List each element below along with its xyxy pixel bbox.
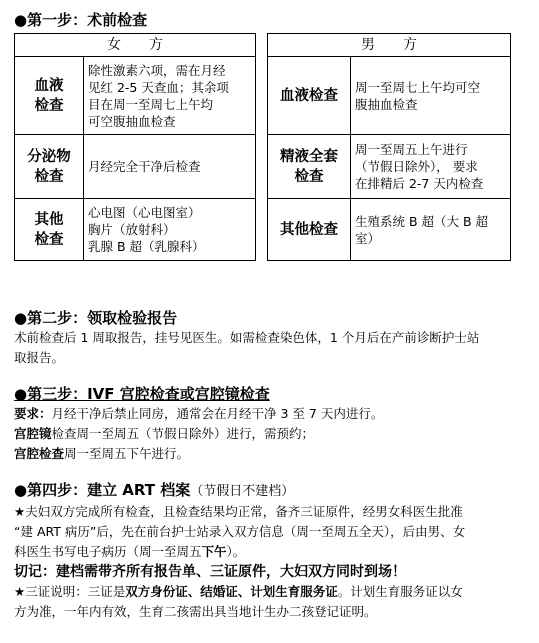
- step3-title: ●第三步：IVF 宫腔检查或宫腔镜检查: [14, 385, 270, 403]
- female-blood-label: 血液 检查: [15, 57, 84, 135]
- step2-line-2: 取报告。: [14, 350, 65, 365]
- step3-hysteroscopy: 宫腔镜检查周一至周五（节假日除外）进行，需预约；: [14, 426, 315, 441]
- female-other-label: 其他 检查: [15, 199, 84, 261]
- male-blood-desc: 周一至周七上午均可空 腹抽血检查: [351, 57, 511, 135]
- step4-note-line-2: 方为准，一年内有效，生育二孩需出具当地计生办二孩登记证明。: [14, 604, 377, 619]
- male-header: 男方: [268, 34, 511, 57]
- female-other-desc: 心电图（心电图室） 胸片（放射科） 乳腺 B 超（乳腺科）: [84, 199, 256, 261]
- female-secretion-desc: 月经完全干净后检查: [84, 135, 256, 199]
- document: [14, 10, 529, 622]
- step1-title: ●第一步：术前检查: [14, 11, 148, 29]
- step4-line-3: 科医生书写电子病历（周一至周五下午）。: [14, 544, 246, 559]
- male-semen-desc: 周一至周五上午进行 （节假日除外）， 要求 在排精后 2-7 天内检查: [351, 135, 511, 199]
- step4-reminder: 切记：建档需带齐所有报告单、三证原件，大妇双方同时到场！: [14, 564, 406, 580]
- step1-tables: [14, 33, 529, 278]
- male-semen-label: 精液全套 检查: [268, 135, 351, 199]
- female-header: 女方: [15, 34, 256, 57]
- step4-line-2: “建 ART 病历”后，先在前台护士站录入双方信息（周一至周五全天），后由男、女: [14, 524, 466, 539]
- female-secretion-label: 分泌物 检查: [15, 135, 84, 199]
- step4-note-line-1: ★三证说明：三证是双方身份证、结婚证、计划生育服务证。计划生育服务证以女: [14, 584, 463, 599]
- step3-uterine-exam: 宫腔检查周一至周五下午进行。: [14, 446, 190, 461]
- step4-line-1: ★夫妇双方完成所有检查，且检查结果均正常，备齐三证原件，经男女科医生批准: [14, 504, 463, 519]
- step4-title: ●第四步：建立 ART 档案（节假日不建档）: [14, 481, 295, 499]
- male-blood-label: 血液检查: [268, 57, 351, 135]
- step3-requirement: 要求：月经干净后禁止同房，通常会在月经干净 3 至 7 天内进行。: [14, 406, 384, 421]
- male-other-label: 其他检查: [268, 199, 351, 261]
- male-exam-table: [267, 33, 511, 261]
- step2-line-1: 术前检查后 1 周取报告，挂号见医生。如需检查染色体，1 个月后在产前诊断护士站: [14, 330, 480, 345]
- male-other-desc: 生殖系统 B 超（大 B 超 室）: [351, 199, 511, 261]
- step2-title: ●第二步：领取检验报告: [14, 309, 178, 327]
- female-blood-desc: 除性激素六项，需在月经 见红 2-5 天查血；其余项 目在周一至周七上午均 可空腹抽血检查: [84, 57, 256, 135]
- female-exam-table: [14, 33, 256, 261]
